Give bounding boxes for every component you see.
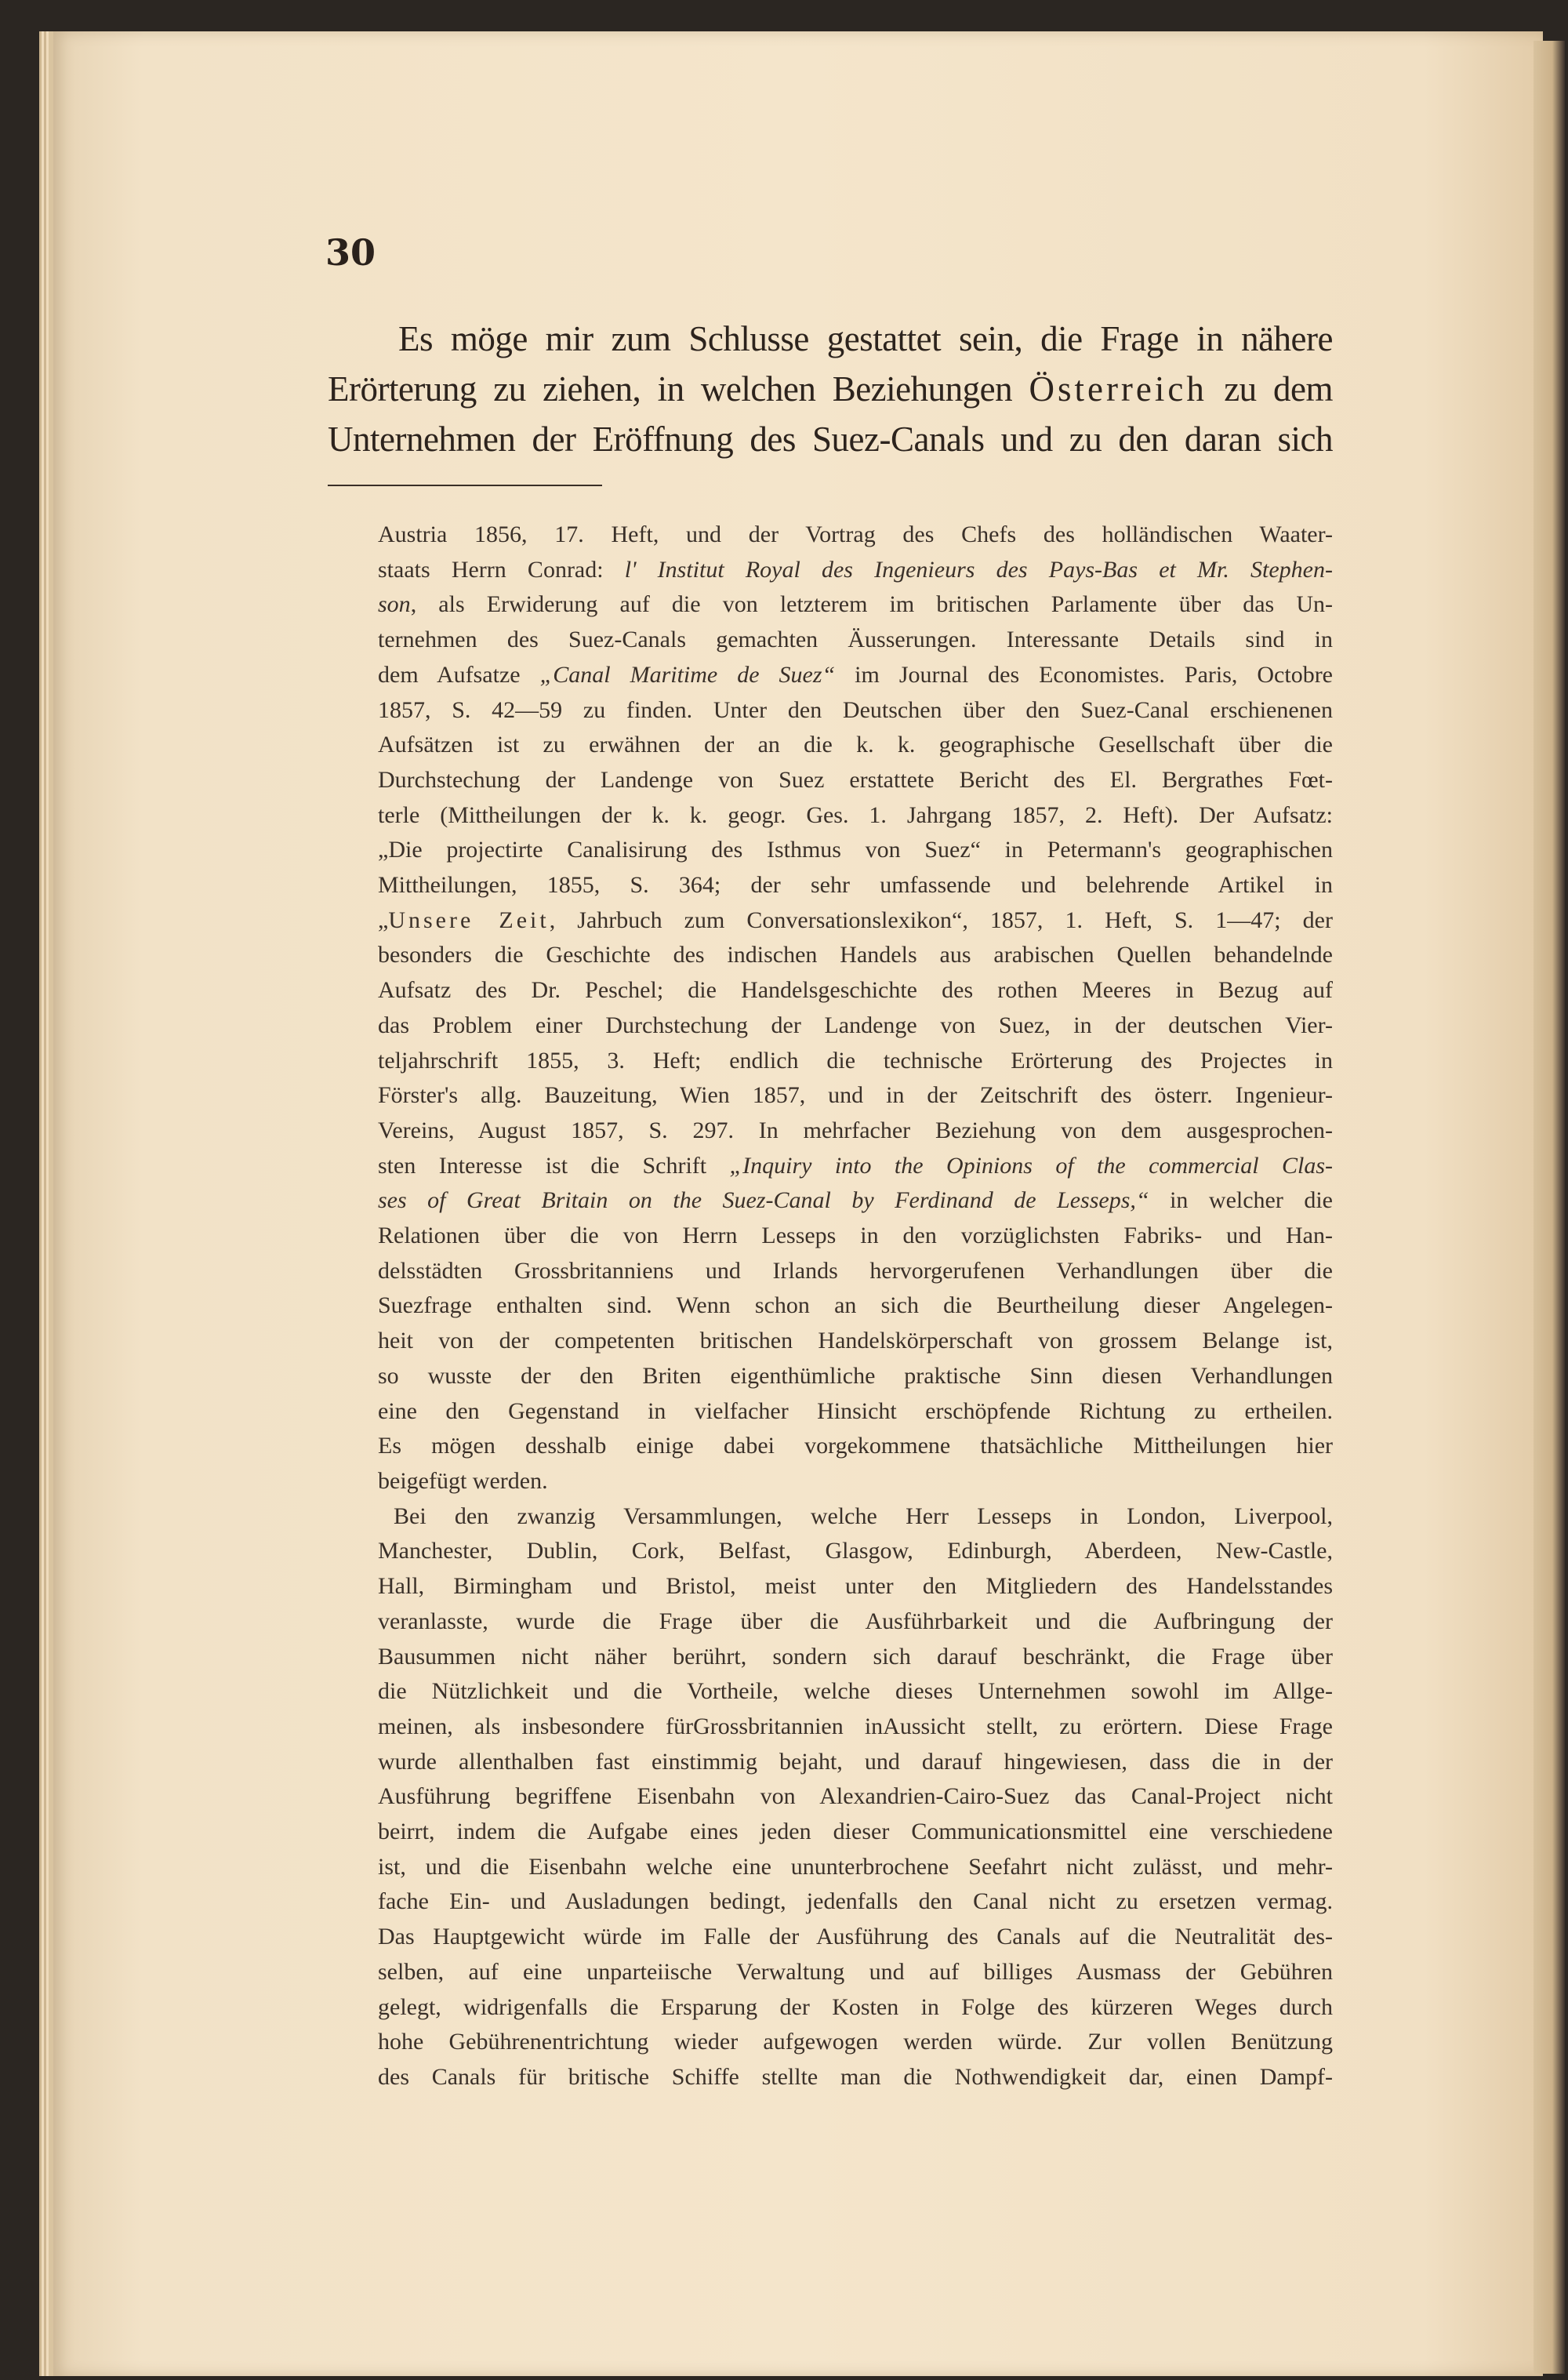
footnote-line: [378, 1149, 1333, 1184]
footnote-part: dem Aufsatze: [378, 661, 540, 688]
italic-title: „Canal Maritime de Suez“: [539, 661, 836, 688]
footnote-line: „Die projectirte Canalisirung des Isthmus von Suez“ in Petermann's geographischen: [378, 837, 1333, 863]
italic-title: ses of Great Britain on the Suez-Canal by Ferdinand de Lesseps,“: [378, 1187, 1149, 1214]
main-line: Es möge mir zum Schlusse gestattet sein, die Frage in nähere: [398, 319, 1333, 358]
footnote-line: Bausummen nicht näher berührt, sondern sich darauf beschränkt, die Frage über: [378, 1643, 1333, 1670]
footnote-part: sten Interesse ist die Schrift: [378, 1152, 730, 1179]
footnote-line: Aufsätzen ist zu erwähnen der an die k. k. geographische Gesellschaft über die: [378, 732, 1333, 758]
footnote-line: Aufsatz des Dr. Peschel; die Handelsgeschichte des rothen Meeres in Bezug auf: [378, 977, 1333, 1004]
footnote-part: in welcher die: [1149, 1187, 1333, 1214]
footnote-line: teljahrschrift 1855, 3. Heft; endlich die technische Erörterung des Projectes in: [378, 1047, 1333, 1074]
footnote-line: so wusste der den Briten eigenthümliche praktische Sinn diesen Verhandlungen: [378, 1362, 1333, 1389]
footnote-line: ist, und die Eisenbahn welche eine ununterbrochene Seefahrt nicht zulässt, und mehr-: [378, 1853, 1333, 1880]
italic-title: l' Institut Royal des Ingenieurs des Pays-Bas et Mr. Stephen-: [624, 556, 1333, 583]
footnote-line: Förster's allg. Bauzeitung, Wien 1857, und in der Zeitschrift des österr. Ingenieur-: [378, 1082, 1333, 1109]
footnote-part: , als Erwiderung auf die von letzterem im britischen Parlamente über das Un-: [410, 591, 1333, 618]
footnote-line: meinen, als insbesondere fürGrossbritannien inAussicht stellt, zu erörtern. Diese Frage: [378, 1713, 1333, 1739]
footnote-block: [378, 518, 1333, 2095]
footnote-line: beirrt, indem die Aufgabe eines jeden dieser Communicationsmittel eine verschiedene: [378, 1819, 1333, 1845]
footnote-line: Ausführung begriffene Eisenbahn von Alexandrien-Cairo-Suez das Canal-Project nicht: [378, 1783, 1333, 1810]
main-line: [328, 364, 1333, 414]
footnote-line: hohe Gebührenentrichtung wieder aufgewogen werden würde. Zur vollen Benützung: [378, 2029, 1333, 2055]
footnote-line: [378, 658, 1333, 693]
footnote-line: veranlasste, wurde die Frage über die Ausführbarkeit und die Aufbringung der: [378, 1608, 1333, 1634]
footnote-line: wurde allenthalben fast einstimmig bejaht, und darauf hingewiesen, dass die in der: [378, 1748, 1333, 1775]
footnote-line: beigefügt werden.: [378, 1467, 548, 1494]
footnote-line: [378, 553, 1333, 588]
footnote-line: gelegt, widrigenfalls die Ersparung der Kosten in Folge des kürzeren Weges durch: [378, 1993, 1333, 2020]
footnote-line: Manchester, Dublin, Cork, Belfast, Glasgow, Edinburgh, Aberdeen, New-Castle,: [378, 1538, 1333, 1564]
footnote-line: Das Hauptgewicht würde im Falle der Ausführung des Canals auf die Neutralität des-: [378, 1924, 1333, 1950]
footnote-line: delsstädten Grossbritanniens und Irlands hervorgerufenen Verhandlungen über die: [378, 1257, 1333, 1284]
spaced-word: Unsere Zeit: [388, 907, 550, 933]
footnote-line: Durchstechung der Landenge von Suez erstattete Bericht des El. Bergrathes Fœt-: [378, 766, 1333, 793]
footnote-line: Es mögen desshalb einige dabei vorgekommene thatsächliche Mittheilungen hier: [378, 1433, 1333, 1459]
footnote-line: [378, 903, 1333, 939]
footnote-line: Austria 1856, 17. Heft, und der Vortrag des Chefs des holländischen Waater-: [378, 521, 1333, 547]
footnote-line: Hall, Birmingham und Bristol, meist unter den Mitgliedern des Handelsstandes: [378, 1573, 1333, 1600]
footnote-line: Relationen über die von Herrn Lesseps in den vorzüglichsten Fabriks- und Han-: [378, 1223, 1333, 1249]
footnote-line: besonders die Geschichte des indischen Handels aus arabischen Quellen behandelnde: [378, 942, 1333, 968]
footnote-line: 1857, S. 42—59 zu finden. Unter den Deutschen über den Suez-Canal erschienenen: [378, 696, 1333, 723]
footnote-line: Bei den zwanzig Versammlungen, welche Herr Lesseps in London, Liverpool,: [394, 1502, 1333, 1529]
footnote-line: [378, 1183, 1333, 1219]
main-line-part: Erörterung zu ziehen, in welchen Beziehungen: [328, 369, 1029, 409]
footnote-line: Vereins, August 1857, S. 297. In mehrfacher Beziehung von dem ausgesprochen-: [378, 1117, 1333, 1143]
footnote-part: staats Herrn Conrad:: [378, 556, 625, 583]
footnote-line: die Nützlichkeit und die Vortheile, welche dieses Unternehmen sowohl im Allge-: [378, 1678, 1333, 1705]
footnote-line: heit von der competenten britischen Handelskörperschaft von grossem Belange ist,: [378, 1328, 1333, 1354]
main-paragraph: [328, 314, 1333, 464]
footnote-part: im Journal des Economistes. Paris, Octobre: [835, 661, 1333, 688]
footnote-line: Mittheilungen, 1855, S. 364; der sehr umfassende und belehrende Artikel in: [378, 872, 1333, 899]
footnote-line: Suezfrage enthalten sind. Wenn schon an sich die Beurtheilung dieser Angelegen-: [378, 1292, 1333, 1319]
footnote-separator-rule: [328, 485, 602, 486]
page-right-edge: [1534, 41, 1565, 2374]
footnote-line: terle (Mittheilungen der k. k. geogr. Ges. 1. Jahrgang 1857, 2. Heft). Der Aufsatz:: [378, 801, 1333, 828]
footnote-line: ternehmen des Suez-Canals gemachten Äusserungen. Interessante Details sind in: [378, 627, 1333, 653]
footnote-line: das Problem einer Durchstechung der Landenge von Suez, in der deutschen Vier-: [378, 1012, 1333, 1038]
spaced-word: Österreich: [1029, 369, 1207, 409]
footnote-line: eine den Gegenstand in vielfacher Hinsicht erschöpfende Richtung zu ertheilen.: [378, 1397, 1333, 1424]
footnote-line: selben, auf eine unparteiische Verwaltung und auf billiges Ausmass der Gebühren: [378, 1958, 1333, 1985]
italic-title: son: [378, 591, 411, 618]
footnote-line: des Canals für britische Schiffe stellte man die Nothwendigkeit dar, einen Dampf-: [378, 2063, 1333, 2090]
main-line: Unternehmen der Eröffnung des Suez-Canals und zu den daran sich: [328, 420, 1333, 459]
italic-title: „Inquiry into the Opinions of the commercial Clas-: [729, 1152, 1333, 1179]
footnote-line: fache Ein- und Ausladungen bedingt, jedenfalls den Canal nicht zu ersetzen vermag.: [378, 1888, 1333, 1915]
main-line-part: zu dem: [1207, 369, 1333, 409]
footnote-line: [378, 587, 1333, 623]
footnote-part: , Jahrbuch zum Conversationslexikon“, 1857, 1. Heft, S. 1—47; der: [549, 907, 1333, 933]
page-number: 30: [325, 231, 376, 274]
footnote-part: „: [378, 907, 389, 933]
